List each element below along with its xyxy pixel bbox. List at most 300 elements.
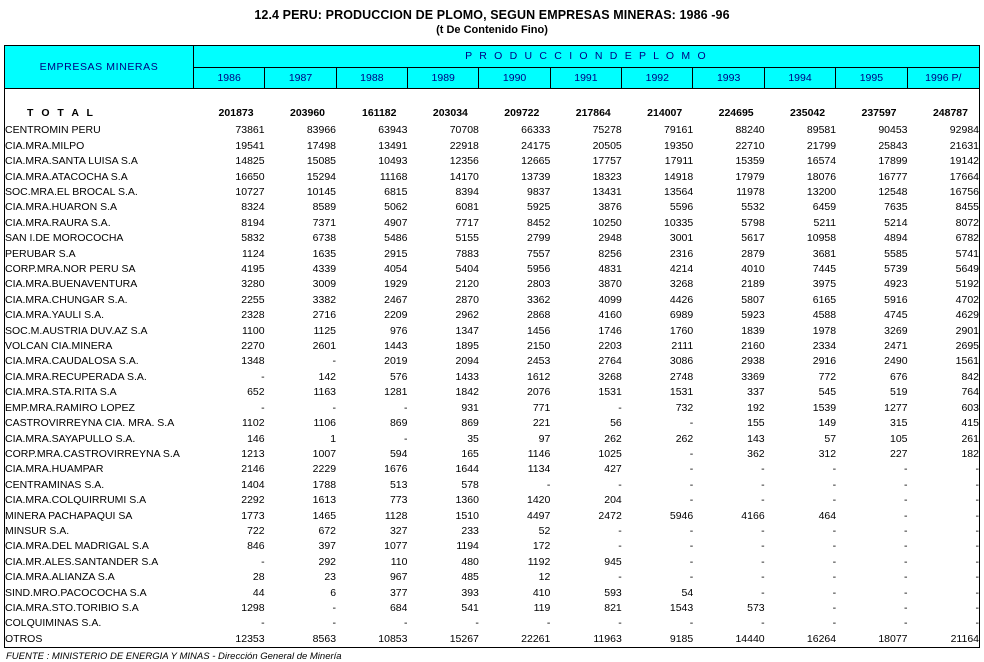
row-value: 8589	[312, 201, 337, 214]
row-value: 1360	[455, 494, 479, 507]
spacer-cell	[5, 89, 979, 104]
row-value: 13564	[664, 186, 694, 199]
row-value: 2916	[812, 355, 837, 368]
row-value: -	[618, 617, 622, 630]
row-value: -	[618, 401, 622, 414]
row-label: CIA.MRA.RAURA S.A.	[5, 216, 111, 229]
row-value: 2948	[598, 232, 622, 245]
row-value: 15294	[306, 170, 337, 183]
row-value: 17757	[592, 155, 622, 168]
row-value: 1	[330, 432, 337, 445]
row-value: 12548	[878, 186, 908, 199]
table-row	[5, 385, 979, 400]
row-value: 1676	[384, 463, 408, 476]
row-value: 773	[389, 494, 408, 507]
row-value: -	[832, 463, 837, 476]
row-value: 1146	[527, 447, 551, 460]
row-value: -	[261, 370, 265, 383]
row-value: 5741	[955, 247, 979, 260]
row-value: 10493	[378, 155, 408, 168]
row-value: -	[904, 617, 908, 630]
row-value: 545	[818, 386, 837, 399]
row-value: 192	[747, 401, 765, 414]
row-value: 261	[961, 432, 979, 445]
row-value: 8394	[455, 186, 479, 199]
table-row	[5, 154, 979, 169]
row-value: 3001	[669, 232, 694, 245]
table-row	[5, 277, 979, 292]
row-value: 5798	[741, 216, 765, 229]
row-value: 603	[961, 401, 979, 414]
row-value: 3382	[312, 293, 337, 306]
row-label: CIA.MRA.CAUDALOSA S.A.	[5, 355, 139, 368]
row-value: 248787	[932, 107, 968, 120]
row-value: 2870	[455, 293, 479, 306]
row-value: 1443	[384, 340, 408, 353]
row-value: -	[618, 571, 622, 584]
row-value: 2209	[384, 309, 408, 322]
row-value: 110	[390, 555, 408, 568]
row-value: 143	[747, 432, 765, 445]
row-value: 945	[604, 555, 622, 568]
row-value: 3975	[812, 278, 837, 291]
row-value: 17498	[306, 139, 337, 152]
row-value: 10335	[664, 216, 694, 229]
row-value: 393	[461, 586, 479, 599]
row-value: -	[403, 401, 408, 414]
row-value: 2229	[312, 463, 337, 476]
row-value: 1106	[313, 417, 337, 430]
table-row	[5, 247, 979, 262]
row-value: 201873	[218, 107, 254, 120]
row-value: 2120	[455, 278, 479, 291]
table-row	[5, 293, 979, 308]
row-label: CIA.MRA.SAYAPULLO S.A.	[5, 432, 136, 445]
table-row	[5, 123, 979, 138]
row-label: CIA.MRA.MILPO	[5, 139, 85, 152]
row-value: -	[761, 494, 765, 507]
row-value: 1510	[455, 509, 479, 522]
row-value: 105	[890, 432, 908, 445]
row-value: 16777	[878, 170, 908, 183]
row-value: -	[332, 355, 337, 368]
row-value: 976	[389, 324, 408, 337]
row-label: COLQUIMINAS S.A.	[5, 617, 102, 630]
row-value: 5062	[384, 201, 408, 214]
row-value: 5585	[884, 247, 908, 260]
row-value: 5532	[741, 201, 765, 214]
row-label: CIA.MRA.DEL MADRIGAL S.A	[5, 540, 149, 553]
row-value: -	[832, 571, 837, 584]
row-value: 6782	[955, 232, 979, 245]
row-value: -	[332, 401, 337, 414]
row-label: OTROS	[5, 632, 43, 645]
table-spacer-row	[5, 89, 979, 104]
header-year-1990: 1990	[479, 67, 550, 89]
row-value: 16264	[806, 632, 837, 645]
row-value: -	[832, 586, 837, 599]
row-value: -	[761, 586, 765, 599]
row-value: -	[689, 540, 694, 553]
row-value: 9185	[669, 632, 694, 645]
row-value: 2334	[812, 340, 837, 353]
row-value: 7717	[455, 216, 479, 229]
row-value: 1281	[384, 386, 408, 399]
row-value: 14440	[735, 632, 765, 645]
row-value: 13491	[378, 139, 408, 152]
row-value: 6989	[669, 309, 694, 322]
row-value: 10250	[592, 216, 622, 229]
table-row-total	[5, 104, 979, 123]
header-year-1986: 1986	[193, 67, 264, 89]
table-row	[5, 616, 979, 631]
row-value: 5211	[813, 216, 837, 229]
table-row	[5, 539, 979, 554]
row-value: 2255	[241, 293, 265, 306]
row-value: -	[761, 540, 765, 553]
row-value: 4923	[884, 278, 908, 291]
row-value: 3009	[312, 278, 337, 291]
row-value: 14170	[449, 170, 479, 183]
row-value: 2915	[384, 247, 408, 260]
row-value: 6	[330, 586, 337, 599]
row-label: CORP.MRA.NOR PERU SA	[5, 263, 136, 276]
row-label: MINSUR S.A.	[5, 524, 70, 537]
row-value: 161182	[362, 107, 397, 120]
row-value: 3280	[241, 278, 265, 291]
row-value: 4160	[598, 309, 622, 322]
row-value: 52	[538, 524, 551, 537]
row-value: 1613	[312, 494, 337, 507]
row-value: 237597	[861, 107, 897, 120]
row-value: -	[618, 478, 622, 491]
row-value: 7557	[526, 247, 551, 260]
row-value: 4629	[955, 309, 979, 322]
row-value: 6738	[312, 232, 337, 245]
table-row	[5, 447, 979, 462]
row-value: 1644	[455, 463, 479, 476]
row-value: -	[832, 617, 837, 630]
row-value: 22710	[735, 139, 765, 152]
row-value: 15267	[449, 632, 479, 645]
row-value: 83966	[306, 124, 337, 137]
row-value: 10145	[306, 186, 337, 199]
row-value: 1347	[455, 324, 479, 337]
row-value: 1539	[812, 401, 837, 414]
row-value: 1194	[456, 540, 479, 553]
table-row	[5, 139, 979, 154]
row-value: 1348	[241, 355, 265, 368]
row-label: CIA.MRA.COLQUIRRUMI S.A	[5, 494, 147, 507]
row-value: 1192	[527, 555, 551, 568]
row-value: -	[904, 478, 908, 491]
row-value: -	[975, 463, 979, 476]
table-row	[5, 509, 979, 524]
row-value: -	[975, 494, 979, 507]
row-value: -	[761, 524, 765, 537]
row-value: 5946	[669, 509, 694, 522]
row-value: -	[332, 617, 337, 630]
row-value: 1277	[884, 401, 908, 414]
row-value: 327	[389, 524, 408, 537]
row-value: 2111	[671, 340, 694, 353]
row-label: PERUBAR S.A	[5, 247, 76, 260]
row-value: 427	[604, 463, 622, 476]
row-value: 4745	[884, 309, 908, 322]
row-label: T O T A L	[27, 107, 96, 120]
row-value: 90453	[878, 124, 908, 137]
row-value: 1788	[312, 478, 337, 491]
row-value: 4426	[669, 293, 694, 306]
row-value: 13431	[592, 186, 622, 199]
row-value: -	[832, 494, 837, 507]
row-value: 1895	[455, 340, 479, 353]
row-value: 24175	[521, 139, 551, 152]
row-value: 11963	[593, 632, 622, 645]
row-value: -	[904, 571, 908, 584]
row-label: CIA.MRA.HUARON S.A	[5, 201, 118, 214]
row-value: 15359	[735, 155, 765, 168]
row-value: 16756	[949, 186, 979, 199]
row-value: -	[975, 509, 979, 522]
row-value: 821	[604, 601, 622, 614]
row-value: 722	[247, 524, 265, 537]
row-value: 771	[532, 401, 551, 414]
row-value: 519	[890, 386, 908, 399]
row-value: -	[689, 571, 694, 584]
row-value: 2453	[526, 355, 551, 368]
row-value: 672	[318, 524, 337, 537]
row-value: 2803	[526, 278, 551, 291]
row-value: -	[261, 617, 265, 630]
row-value: 464	[818, 509, 837, 522]
row-value: 2316	[669, 247, 694, 260]
title-block	[4, 0, 980, 36]
row-value: 10958	[806, 232, 837, 245]
table-row	[5, 493, 979, 508]
row-value: 1404	[241, 478, 265, 491]
header-year-1988: 1988	[336, 67, 407, 89]
row-value: 2094	[455, 355, 479, 368]
row-value: -	[761, 555, 765, 568]
row-value: -	[546, 617, 551, 630]
row-value: 652	[247, 386, 265, 399]
row-value: 684	[389, 601, 408, 614]
row-value: 9837	[526, 186, 551, 199]
row-value: -	[261, 401, 265, 414]
row-value: -	[475, 617, 479, 630]
table-row	[5, 308, 979, 323]
row-value: 3268	[598, 370, 622, 383]
row-value: 5214	[884, 216, 908, 229]
row-value: 146	[247, 432, 265, 445]
row-label: SOC.MRA.EL BROCAL S.A.	[5, 186, 138, 199]
row-value: 5807	[741, 293, 765, 306]
row-value: 57	[824, 432, 837, 445]
row-value: 2150	[526, 340, 551, 353]
row-value: 7883	[455, 247, 479, 260]
row-value: 312	[818, 447, 837, 460]
row-value: -	[832, 555, 837, 568]
row-value: -	[689, 417, 694, 430]
row-value: 56	[610, 417, 622, 430]
source-footer	[4, 651, 982, 662]
row-value: -	[975, 555, 979, 568]
row-value: 5923	[741, 309, 765, 322]
row-value: 21164	[950, 632, 979, 645]
row-value: 2019	[384, 355, 408, 368]
row-value: 1213	[241, 447, 265, 460]
row-value: 8455	[955, 201, 979, 214]
row-value: 1433	[455, 370, 479, 383]
row-label: CIA.MRA.HUAMPAR	[5, 463, 104, 476]
row-value: 5155	[455, 232, 479, 245]
row-value: 573	[747, 601, 765, 614]
row-value: 2467	[384, 293, 408, 306]
row-value: 2962	[455, 309, 479, 322]
row-value: 18077	[878, 632, 908, 645]
row-value: 732	[675, 401, 694, 414]
row-value: 5925	[526, 201, 551, 214]
row-value: 578	[461, 478, 479, 491]
row-value: 75278	[592, 124, 622, 137]
row-value: 1025	[598, 447, 622, 460]
row-value: 7371	[312, 216, 337, 229]
row-value: 480	[461, 555, 479, 568]
header-empresas-mineras: EMPRESAS MINERAS	[5, 46, 194, 89]
row-value: 11168	[379, 170, 408, 183]
row-value: 155	[747, 417, 765, 430]
row-value: -	[975, 571, 979, 584]
row-value: 337	[747, 386, 765, 399]
row-value: 2799	[526, 232, 551, 245]
row-value: 1124	[242, 247, 265, 260]
row-value: 676	[890, 370, 908, 383]
header-year-1995: 1995	[836, 67, 907, 89]
row-value: 5596	[669, 201, 694, 214]
row-value: 8563	[312, 632, 337, 645]
row-value: 217864	[575, 107, 611, 120]
row-value: -	[975, 586, 979, 599]
row-value: 66333	[521, 124, 551, 137]
row-label: CORP.MRA.CASTROVIRREYNA S.A	[5, 447, 180, 460]
row-value: 4831	[598, 263, 622, 276]
row-value: 3681	[812, 247, 837, 260]
row-value: -	[761, 617, 765, 630]
row-value: 1978	[812, 324, 837, 337]
row-label: CIA.MRA.YAULI S.A.	[5, 309, 104, 322]
row-value: 415	[961, 417, 979, 430]
row-value: 5649	[955, 263, 979, 276]
row-value: 967	[389, 571, 408, 584]
row-value: 772	[818, 370, 837, 383]
row-label: MINERA PACHAPAQUI SA	[5, 509, 133, 522]
row-value: -	[546, 478, 551, 491]
row-value: 97	[538, 432, 551, 445]
row-value: 35	[467, 432, 479, 445]
table-row	[5, 555, 979, 570]
row-value: 8072	[955, 216, 979, 229]
table-row	[5, 262, 979, 277]
row-value: 2203	[598, 340, 622, 353]
row-value: 5192	[955, 278, 979, 291]
row-value: 10727	[235, 186, 265, 199]
row-value: 8452	[526, 216, 551, 229]
row-value: 4588	[812, 309, 837, 322]
row-value: 235042	[790, 107, 826, 120]
row-value: 227	[890, 447, 908, 460]
row-value: 54	[681, 586, 694, 599]
row-label: CIA.MRA.SANTA LUISA S.A	[5, 155, 138, 168]
row-value: -	[761, 478, 765, 491]
row-value: 8324	[241, 201, 265, 214]
row-label: CIA.MRA.STA.RITA S.A	[5, 386, 117, 399]
row-value: -	[618, 524, 622, 537]
row-value: -	[689, 617, 694, 630]
header-year-1993: 1993	[693, 67, 764, 89]
row-value: 14918	[664, 170, 694, 183]
row-value: 11978	[736, 186, 765, 199]
row-value: 1125	[313, 324, 337, 337]
row-value: 485	[461, 571, 479, 584]
row-label: CIA.MRA.CHUNGAR S.A.	[5, 293, 128, 306]
row-value: -	[975, 601, 979, 614]
row-value: 21631	[949, 139, 979, 152]
row-value: -	[975, 524, 979, 537]
row-value: 2292	[241, 494, 265, 507]
row-value: 182	[961, 447, 979, 460]
row-value: 1746	[598, 324, 622, 337]
row-label: CIA.MRA.ATACOCHA S.A	[5, 170, 128, 183]
row-value: 22918	[449, 139, 479, 152]
row-value: 2471	[884, 340, 908, 353]
row-value: 70708	[449, 124, 479, 137]
row-value: 19350	[664, 139, 694, 152]
row-value: 233	[461, 524, 479, 537]
row-value: 8256	[598, 247, 622, 260]
row-value: 21799	[806, 139, 837, 152]
table-row	[5, 231, 979, 246]
row-value: -	[403, 617, 408, 630]
row-value: 165	[461, 447, 479, 460]
row-value: -	[975, 540, 979, 553]
row-label: EMP.MRA.RAMIRO LOPEZ	[5, 401, 135, 414]
row-value: 3870	[598, 278, 622, 291]
table-row	[5, 170, 979, 185]
row-value: -	[332, 601, 337, 614]
row-value: 4054	[384, 263, 408, 276]
row-value: -	[689, 463, 694, 476]
row-value: 2076	[526, 386, 551, 399]
row-value: 17979	[735, 170, 765, 183]
row-value: 88240	[735, 124, 765, 137]
row-value: 2868	[526, 309, 551, 322]
row-value: -	[975, 617, 979, 630]
header-produccion-group: P R O D U C C I O N D E P L O M O	[193, 46, 979, 68]
row-value: 2472	[598, 509, 622, 522]
row-value: -	[832, 478, 837, 491]
row-value: 5956	[526, 263, 551, 276]
row-value: 3086	[669, 355, 694, 368]
row-value: 203960	[289, 107, 326, 120]
row-value: 1077	[384, 540, 408, 553]
table-row	[5, 185, 979, 200]
row-value: 12353	[235, 632, 265, 645]
row-value: -	[904, 601, 908, 614]
row-value: 119	[533, 601, 551, 614]
row-value: 1929	[384, 278, 408, 291]
row-label: SAN I.DE MOROCOCHA	[5, 232, 124, 245]
